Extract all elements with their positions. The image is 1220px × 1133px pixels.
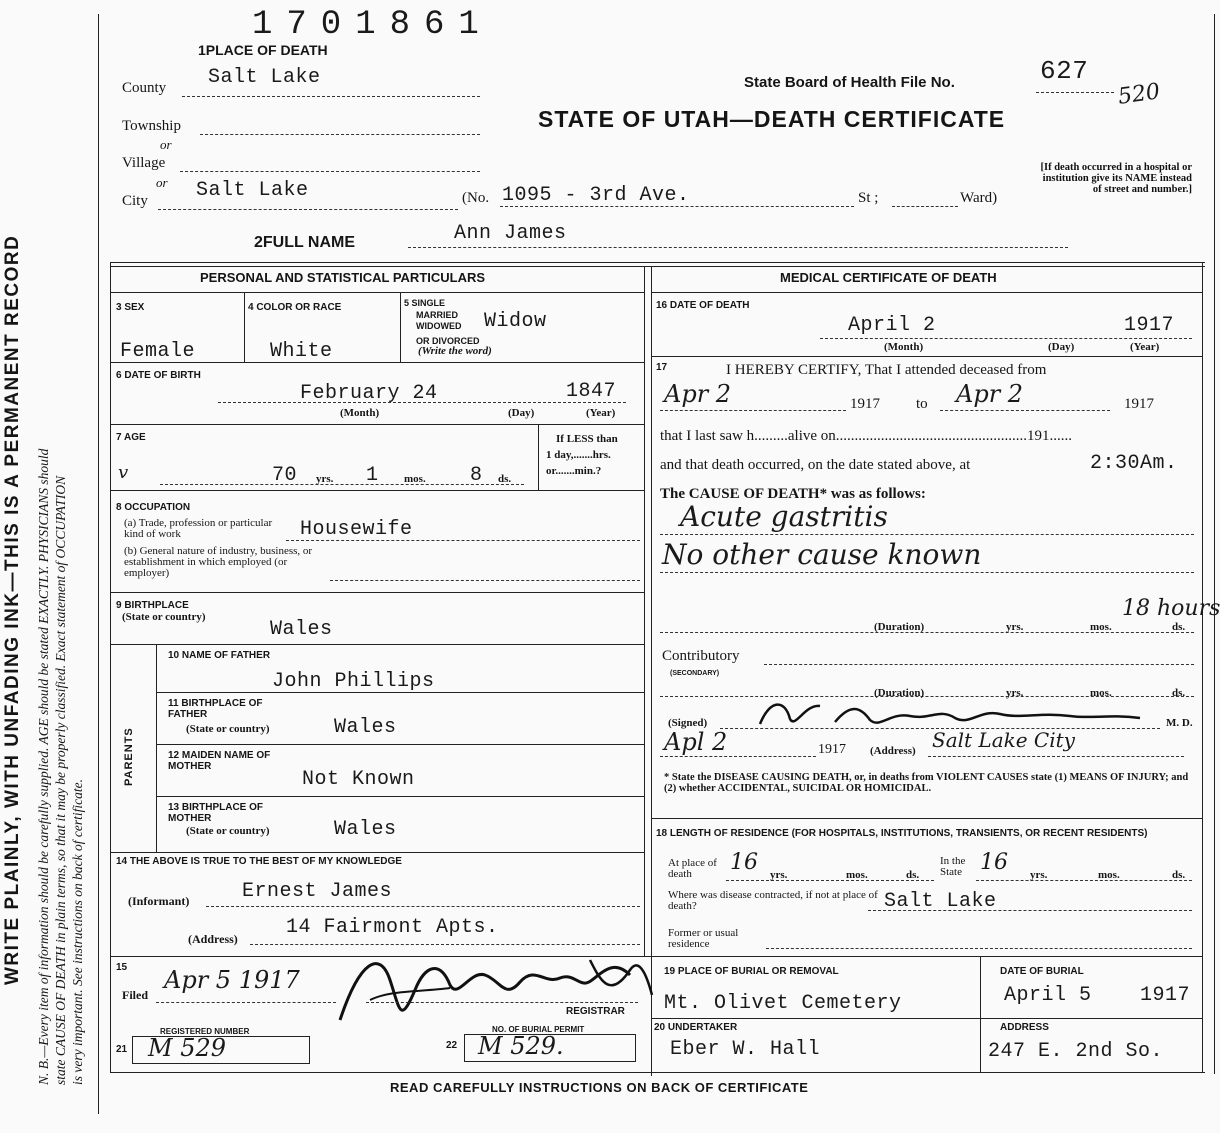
- to-label: to: [916, 396, 928, 412]
- last-saw-text: that I last saw h.........alive on...................................................191......: [660, 428, 1073, 444]
- registered-number-value: M 529: [148, 1034, 227, 1062]
- registered-number-label: REGISTERED NUMBER: [160, 1027, 250, 1036]
- instructions-footer: READ CAREFULLY INSTRUCTIONS ON BACK OF CERTIFICATE: [390, 1080, 809, 1095]
- in-state-yrs: yrs.: [1030, 869, 1048, 881]
- cause-label: The CAUSE OF DEATH* was as follows:: [660, 486, 926, 502]
- sidebar-permanent-record: WRITE PLAINLY, WITH UNFADING INK—THIS IS A PERMANENT RECORD: [2, 234, 23, 985]
- mother-birthplace-value: Wales: [334, 818, 397, 841]
- contracted-label: Where was disease contracted, if not at place of death?: [668, 889, 878, 912]
- registered-number-prefix: 21: [116, 1044, 128, 1055]
- undertaker-label: 20 UNDERTAKER: [654, 1022, 738, 1033]
- filed-line: [156, 1002, 336, 1003]
- birthplace-value: Wales: [270, 618, 333, 641]
- row-rule-1: [110, 362, 644, 363]
- contributory-line: [764, 664, 1194, 665]
- dod-day-caption: (Day): [1048, 341, 1075, 353]
- burial-place-label: 19 PLACE OF BURIAL OR REMOVAL: [664, 966, 839, 977]
- ward-label: Ward): [960, 190, 998, 206]
- duration-mos: mos.: [1090, 621, 1112, 633]
- color-race-value: White: [270, 340, 333, 363]
- former-residence-line: [766, 948, 1192, 949]
- age-days: 8: [470, 464, 483, 487]
- row-rule-3: [110, 490, 644, 491]
- duration-ds: ds.: [1172, 621, 1186, 633]
- former-residence-label: Former or usual residence: [668, 927, 739, 950]
- occupation-value: Housewife: [300, 518, 413, 541]
- secondary-label: (SECONDARY): [670, 670, 720, 677]
- burial-divider: [980, 956, 981, 1072]
- at-place-years: 16: [730, 850, 758, 875]
- cause-secondary: No other cause known: [662, 538, 982, 571]
- certificate-title: STATE OF UTAH—DEATH CERTIFICATE: [538, 106, 1006, 132]
- filed-number: 15: [116, 962, 128, 973]
- place-of-death-label: 1PLACE OF DEATH: [198, 42, 328, 58]
- attended-from-year: 1917: [850, 396, 880, 412]
- sex-value: Female: [120, 340, 196, 363]
- city-label: City: [122, 193, 148, 209]
- in-state-ds: ds.: [1172, 869, 1186, 881]
- signed-date-line: [660, 756, 816, 757]
- time-of-death-value: 2:30Am.: [1090, 452, 1178, 475]
- age-months: 1: [366, 464, 379, 487]
- undertaker-value: Eber W. Hall: [670, 1038, 821, 1061]
- age-checkmark: ⅴ: [118, 462, 129, 483]
- age-yrs-caption: yrs.: [316, 473, 334, 485]
- marital-label-4: OR DIVORCED: [416, 336, 480, 346]
- registrar-line: [366, 1002, 638, 1003]
- age-years: 70: [272, 464, 298, 487]
- less-than-label-1: If LESS than: [556, 433, 618, 445]
- birthplace-sub-label: (State or country): [122, 611, 206, 623]
- contracted-value: Salt Lake: [884, 890, 997, 913]
- contrib-duration-caption: (Duration): [874, 687, 925, 699]
- personal-heading: PERSONAL AND STATISTICAL PARTICULARS: [200, 270, 486, 285]
- burial-permit-value: M 529.: [478, 1032, 564, 1060]
- file-number-value: 627: [1040, 56, 1089, 86]
- street-st-label: St ;: [858, 190, 879, 206]
- certify-text: I HEREBY CERTIFY, That I attended deceased from: [726, 362, 1047, 378]
- at-place-label: At place of death: [668, 857, 717, 880]
- burial-date-label: DATE OF BURIAL: [1000, 966, 1084, 977]
- marital-label-1: 5 SINGLE: [404, 298, 446, 308]
- informant-address-value: 14 Fairmont Apts.: [286, 916, 499, 939]
- sex-color-divider: [244, 292, 245, 362]
- attended-from-value: Apr 2: [664, 380, 732, 408]
- duration-caption: (Duration): [874, 621, 925, 633]
- knowledge-label: 14 THE ABOVE IS TRUE TO THE BEST OF MY KNOWLEDGE: [116, 856, 402, 867]
- father-birthplace-label: 11 BIRTHPLACE OF FATHER: [168, 698, 263, 720]
- sex-label: 3 SEX: [116, 302, 145, 313]
- full-name-label: 2FULL NAME: [254, 234, 356, 251]
- medical-heading: MEDICAL CERTIFICATE OF DEATH: [780, 270, 997, 285]
- city-line: [158, 209, 458, 210]
- occupation-label: 8 OCCUPATION: [116, 502, 191, 513]
- dob-year: 1847: [566, 380, 617, 403]
- township-line: [200, 134, 480, 135]
- parents-divider: [156, 644, 157, 852]
- medical-rule-2: [651, 818, 1202, 819]
- undertaker-address-label: ADDRESS: [1000, 1022, 1049, 1033]
- filed-label: Filed: [122, 988, 148, 1002]
- village-label: Village: [122, 155, 166, 171]
- occupation-b-line: [330, 580, 640, 581]
- father-birthplace-value: Wales: [334, 716, 397, 739]
- attended-from-line: [660, 410, 846, 411]
- at-place-mos: mos.: [846, 869, 868, 881]
- hospital-note: [If death occurred in a hospital or institution give its NAME instead of street and number.]: [1040, 162, 1192, 195]
- or-text-2: or: [156, 175, 168, 190]
- burial-date-value: April 5: [1004, 984, 1092, 1007]
- burial-permit-prefix: 22: [446, 1040, 458, 1051]
- filed-value: Apr 5 1917: [164, 966, 300, 994]
- dob-month-caption: (Month): [340, 407, 380, 419]
- cause-footnote: * State the DISEASE CAUSING DEATH, or, in deaths from VIOLENT CAUSES state (1) MEANS OF INJURY; and (2) whether ACCIDENTAL, SUICIDAL OR HOMICIDAL.: [664, 772, 1189, 794]
- stamp-number: 1701861: [252, 6, 493, 44]
- sidebar-note-3: is very important. See instructions on back of certificate.: [70, 779, 85, 1085]
- signed-address-line: [928, 756, 1184, 757]
- less-than-label-3: or.......min.?: [546, 465, 602, 477]
- county-label: County: [122, 80, 167, 96]
- at-place-line: [726, 880, 934, 881]
- full-name-value: Ann James: [454, 222, 567, 245]
- file-number-handwritten: 520: [1116, 79, 1162, 110]
- registrar-label: REGISTRAR: [566, 1006, 625, 1017]
- row-rule-6: [110, 852, 644, 853]
- ward-line: [892, 206, 958, 207]
- birthplace-label: 9 BIRTHPLACE: [116, 600, 189, 611]
- father-birthplace-sub: (State or country): [186, 723, 270, 735]
- burial-place-value: Mt. Olivet Cemetery: [664, 992, 902, 1015]
- street-address-value: 1095 - 3rd Ave.: [502, 184, 690, 207]
- in-state-line: [976, 880, 1192, 881]
- parents-label: PARENTS: [123, 727, 135, 786]
- cause-line-1: [660, 534, 1194, 535]
- mother-birthplace-sub: (State or country): [186, 825, 270, 837]
- medical-rule-3: [651, 1018, 1202, 1019]
- dob-day-caption: (Day): [508, 407, 535, 419]
- dob-year-caption: (Year): [586, 407, 616, 419]
- occupation-a-label: (a) Trade, profession or particular kind of work: [124, 517, 273, 540]
- duration-value: 18 hours: [1122, 596, 1220, 621]
- informant-line: [206, 906, 640, 907]
- signed-date-value: Apl 2: [664, 728, 728, 756]
- residence-label: 18 LENGTH OF RESIDENCE (FOR HOSPITALS, INSTITUTIONS, TRANSIENTS, OR RECENT RESIDENTS): [656, 828, 1148, 839]
- dod-month-caption: (Month): [884, 341, 924, 353]
- contrib-ds: ds.: [1172, 687, 1186, 699]
- signed-label: (Signed): [668, 717, 708, 729]
- contributory-label: Contributory: [662, 648, 740, 664]
- medical-heading-rule: [651, 292, 1202, 293]
- center-divider-left: [644, 266, 645, 956]
- cause-line-2: [660, 572, 1194, 573]
- marital-label-5: (Write the word): [418, 345, 492, 357]
- father-name-value: John Phillips: [272, 670, 435, 693]
- personal-heading-rule: [110, 292, 644, 293]
- marital-label-2: MARRIED: [416, 310, 458, 320]
- medical-rule-1: [651, 356, 1202, 357]
- informant-value: Ernest James: [242, 880, 393, 903]
- md-label: M. D.: [1166, 717, 1193, 729]
- date-of-death-label: 16 DATE OF DEATH: [656, 300, 750, 311]
- sidebar-note-2: state CAUSE OF DEATH in plain terms, so that it may be properly classified. Exact statement of OCCUPATION: [53, 475, 68, 1085]
- color-race-label: 4 COLOR OR RACE: [248, 302, 342, 313]
- dob-label: 6 DATE OF BIRTH: [116, 370, 201, 381]
- date-of-death-value: April 2: [848, 314, 936, 337]
- occupation-b-label: (b) General nature of industry, business, or establishment in which employed (or employer): [124, 545, 313, 579]
- row-rule-2: [110, 424, 644, 425]
- marital-label-3: WIDOWED: [416, 321, 462, 331]
- undertaker-address-value: 247 E. 2nd So.: [988, 1040, 1164, 1063]
- mother-name-label: 12 MAIDEN NAME OF MOTHER: [168, 750, 271, 772]
- signed-address-label: (Address): [870, 745, 916, 757]
- full-name-line: [408, 247, 1068, 248]
- dod-year-caption: (Year): [1130, 341, 1160, 353]
- attended-to-year: 1917: [1124, 396, 1154, 412]
- city-value: Salt Lake: [196, 179, 309, 202]
- right-col-border: [1202, 262, 1203, 1072]
- certify-number: 17: [656, 362, 668, 373]
- sidebar-note-1: N. B.—Every item of information should be carefully supplied. AGE should be stated EXACTLY. PHYSICIANS should: [36, 448, 51, 1085]
- occurred-text: and that death occurred, on the date stated above, at: [660, 457, 971, 473]
- father-name-label: 10 NAME OF FATHER: [168, 650, 271, 661]
- row-rule-5: [110, 644, 644, 645]
- age-ds-caption: ds.: [498, 473, 512, 485]
- in-state-years: 16: [980, 850, 1008, 875]
- less-than-divider: [538, 424, 539, 490]
- file-number-label: State Board of Health File No.: [744, 74, 955, 91]
- in-state-label: In the State: [940, 855, 966, 878]
- attended-to-value: Apr 2: [956, 380, 1024, 408]
- color-marital-divider: [400, 292, 401, 362]
- street-no-label: (No.: [462, 190, 490, 206]
- informant-label: (Informant): [128, 894, 190, 908]
- dob-month-day: February 24: [300, 382, 438, 405]
- or-text-1: or: [160, 137, 172, 152]
- county-line: [182, 96, 480, 97]
- contrib-mos: mos.: [1090, 687, 1112, 699]
- signed-year: 1917: [818, 742, 846, 757]
- signed-address-value: Salt Lake City: [932, 728, 1075, 752]
- date-of-death-line: [820, 338, 1192, 339]
- less-than-label-2: 1 day,.......hrs.: [546, 449, 611, 461]
- parents-rule-3: [156, 796, 644, 797]
- informant-address-label: (Address): [188, 932, 238, 946]
- section-top-border-2: [110, 266, 1205, 267]
- age-label: 7 AGE: [116, 432, 146, 443]
- file-number-line: [1036, 92, 1114, 93]
- county-value: Salt Lake: [208, 66, 321, 89]
- section-bottom-border: [110, 1072, 1205, 1073]
- village-line: [180, 171, 480, 172]
- in-state-mos: mos.: [1098, 869, 1120, 881]
- at-place-yrs: yrs.: [770, 869, 788, 881]
- parents-rule-1: [156, 692, 644, 693]
- form-right-border: [1214, 14, 1215, 1074]
- attended-to-line: [940, 410, 1110, 411]
- section-top-border: [110, 262, 1205, 263]
- contrib-yrs: yrs.: [1006, 687, 1024, 699]
- form-left-border: [98, 14, 99, 1114]
- cause-primary: Acute gastritis: [680, 500, 888, 533]
- burial-permit-label: NO. OF BURIAL PERMIT: [492, 1025, 585, 1034]
- date-of-death-year: 1917: [1124, 314, 1175, 337]
- marital-value: Widow: [484, 310, 547, 333]
- at-place-ds: ds.: [906, 869, 920, 881]
- township-label: Township: [122, 118, 181, 134]
- mother-birthplace-label: 13 BIRTHPLACE OF MOTHER: [168, 802, 264, 824]
- row-rule-4: [110, 592, 644, 593]
- age-mos-caption: mos.: [404, 473, 426, 485]
- burial-date-year: 1917: [1140, 984, 1191, 1007]
- left-col-border: [110, 262, 111, 1072]
- duration-line: [660, 632, 1194, 633]
- duration-yrs: yrs.: [1006, 621, 1024, 633]
- parents-rule-2: [156, 744, 644, 745]
- mother-name-value: Not Known: [302, 768, 415, 791]
